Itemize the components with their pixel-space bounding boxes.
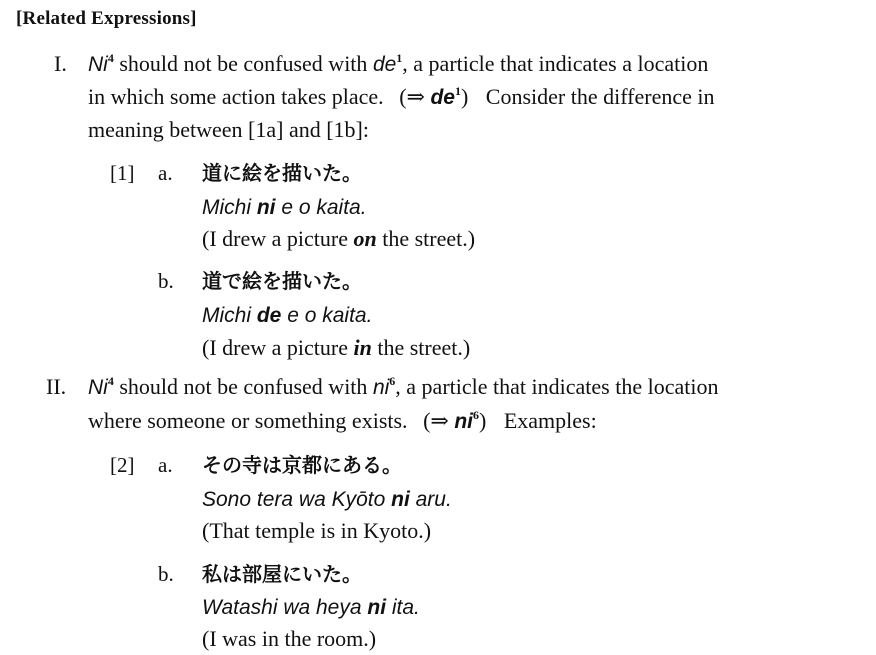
text-span: Consider the difference in	[485, 84, 715, 109]
text-span: Examples:	[503, 408, 597, 433]
arrow-icon: (⇒	[423, 408, 455, 433]
text-span: e o kaita.	[281, 304, 373, 327]
text-span: the street.)	[371, 335, 471, 360]
cross-reference-ni[interactable]	[423, 408, 486, 433]
romanized-sentence	[202, 482, 452, 516]
highlight-particle: ni	[256, 196, 276, 219]
ref-ni: ni	[372, 376, 390, 399]
section2-line2	[88, 404, 597, 438]
text-span: where someone or something exists.	[88, 408, 408, 433]
romanized-sentence	[202, 590, 420, 624]
ref-superscript: 1	[454, 84, 461, 98]
term-superscript: 4	[107, 374, 114, 388]
japanese-sentence: 道で絵を描いた。	[202, 269, 362, 293]
translation: (That temple is in Kyoto.)	[202, 518, 432, 543]
example-label-1: [1]	[110, 161, 135, 185]
cross-reference-term: ni	[454, 410, 473, 433]
text-span: , a particle that indicates a location	[402, 51, 709, 76]
text-span: should not be confused with	[113, 51, 373, 76]
example-letter-b: b.	[158, 562, 174, 586]
translation	[202, 331, 470, 364]
text-span: )	[460, 84, 469, 109]
highlight-particle: de	[256, 304, 282, 327]
ref-superscript: 1	[396, 51, 403, 65]
section1-line1	[88, 47, 708, 81]
text-span: Sono tera wa Kyōto	[202, 488, 392, 511]
section1-line3: meaning between [1a] and [1b]:	[88, 117, 369, 142]
ref-superscript: 6	[389, 374, 396, 388]
ref-de: de	[372, 53, 397, 76]
text-span: (I drew a picture	[202, 335, 354, 360]
highlight-word: on	[353, 226, 377, 251]
example-label-2: [2]	[110, 453, 135, 477]
text-span: e o kaita.	[275, 196, 367, 219]
text-span: )	[479, 408, 487, 433]
highlight-word: in	[353, 335, 372, 360]
section1-line2	[88, 80, 714, 114]
highlight-particle: ni	[367, 596, 387, 619]
example-letter-b: b.	[158, 269, 174, 293]
japanese-sentence: その寺は京都にある。	[202, 453, 402, 477]
term-ni: Ni	[88, 376, 108, 399]
text-span: ita.	[386, 596, 420, 619]
text-span: the street.)	[376, 226, 476, 251]
text-span: Michi	[202, 304, 257, 327]
section-heading: [Related Expressions]	[16, 8, 197, 29]
text-span: Michi	[202, 196, 257, 219]
text-span: aru.	[409, 488, 452, 511]
cross-reference-de[interactable]	[399, 84, 468, 109]
example-letter-a: a.	[158, 161, 173, 185]
section-numeral-2: II.	[46, 374, 67, 399]
highlight-particle: ni	[391, 488, 410, 511]
translation: (I was in the room.)	[202, 626, 377, 651]
arrow-icon: (⇒	[399, 84, 431, 109]
text-span: Watashi wa heya	[202, 596, 368, 619]
text-span: , a particle that indicates the location	[395, 374, 719, 399]
romanized-sentence	[202, 190, 367, 224]
cross-reference-term: de	[430, 86, 455, 109]
section-numeral-1: I.	[54, 51, 67, 76]
term-superscript: 4	[107, 51, 114, 65]
romanized-sentence	[202, 298, 372, 332]
term-ni: Ni	[88, 53, 108, 76]
text-span: in which some action takes place.	[88, 84, 384, 109]
text-span: should not be confused with	[113, 374, 373, 399]
section2-line1	[88, 370, 718, 404]
text-span: (I drew a picture	[202, 226, 354, 251]
example-letter-a: a.	[158, 453, 173, 477]
ref-superscript: 6	[473, 408, 479, 422]
japanese-sentence: 私は部屋にいた。	[202, 562, 362, 586]
translation	[202, 222, 475, 255]
japanese-sentence: 道に絵を描いた。	[202, 161, 362, 185]
